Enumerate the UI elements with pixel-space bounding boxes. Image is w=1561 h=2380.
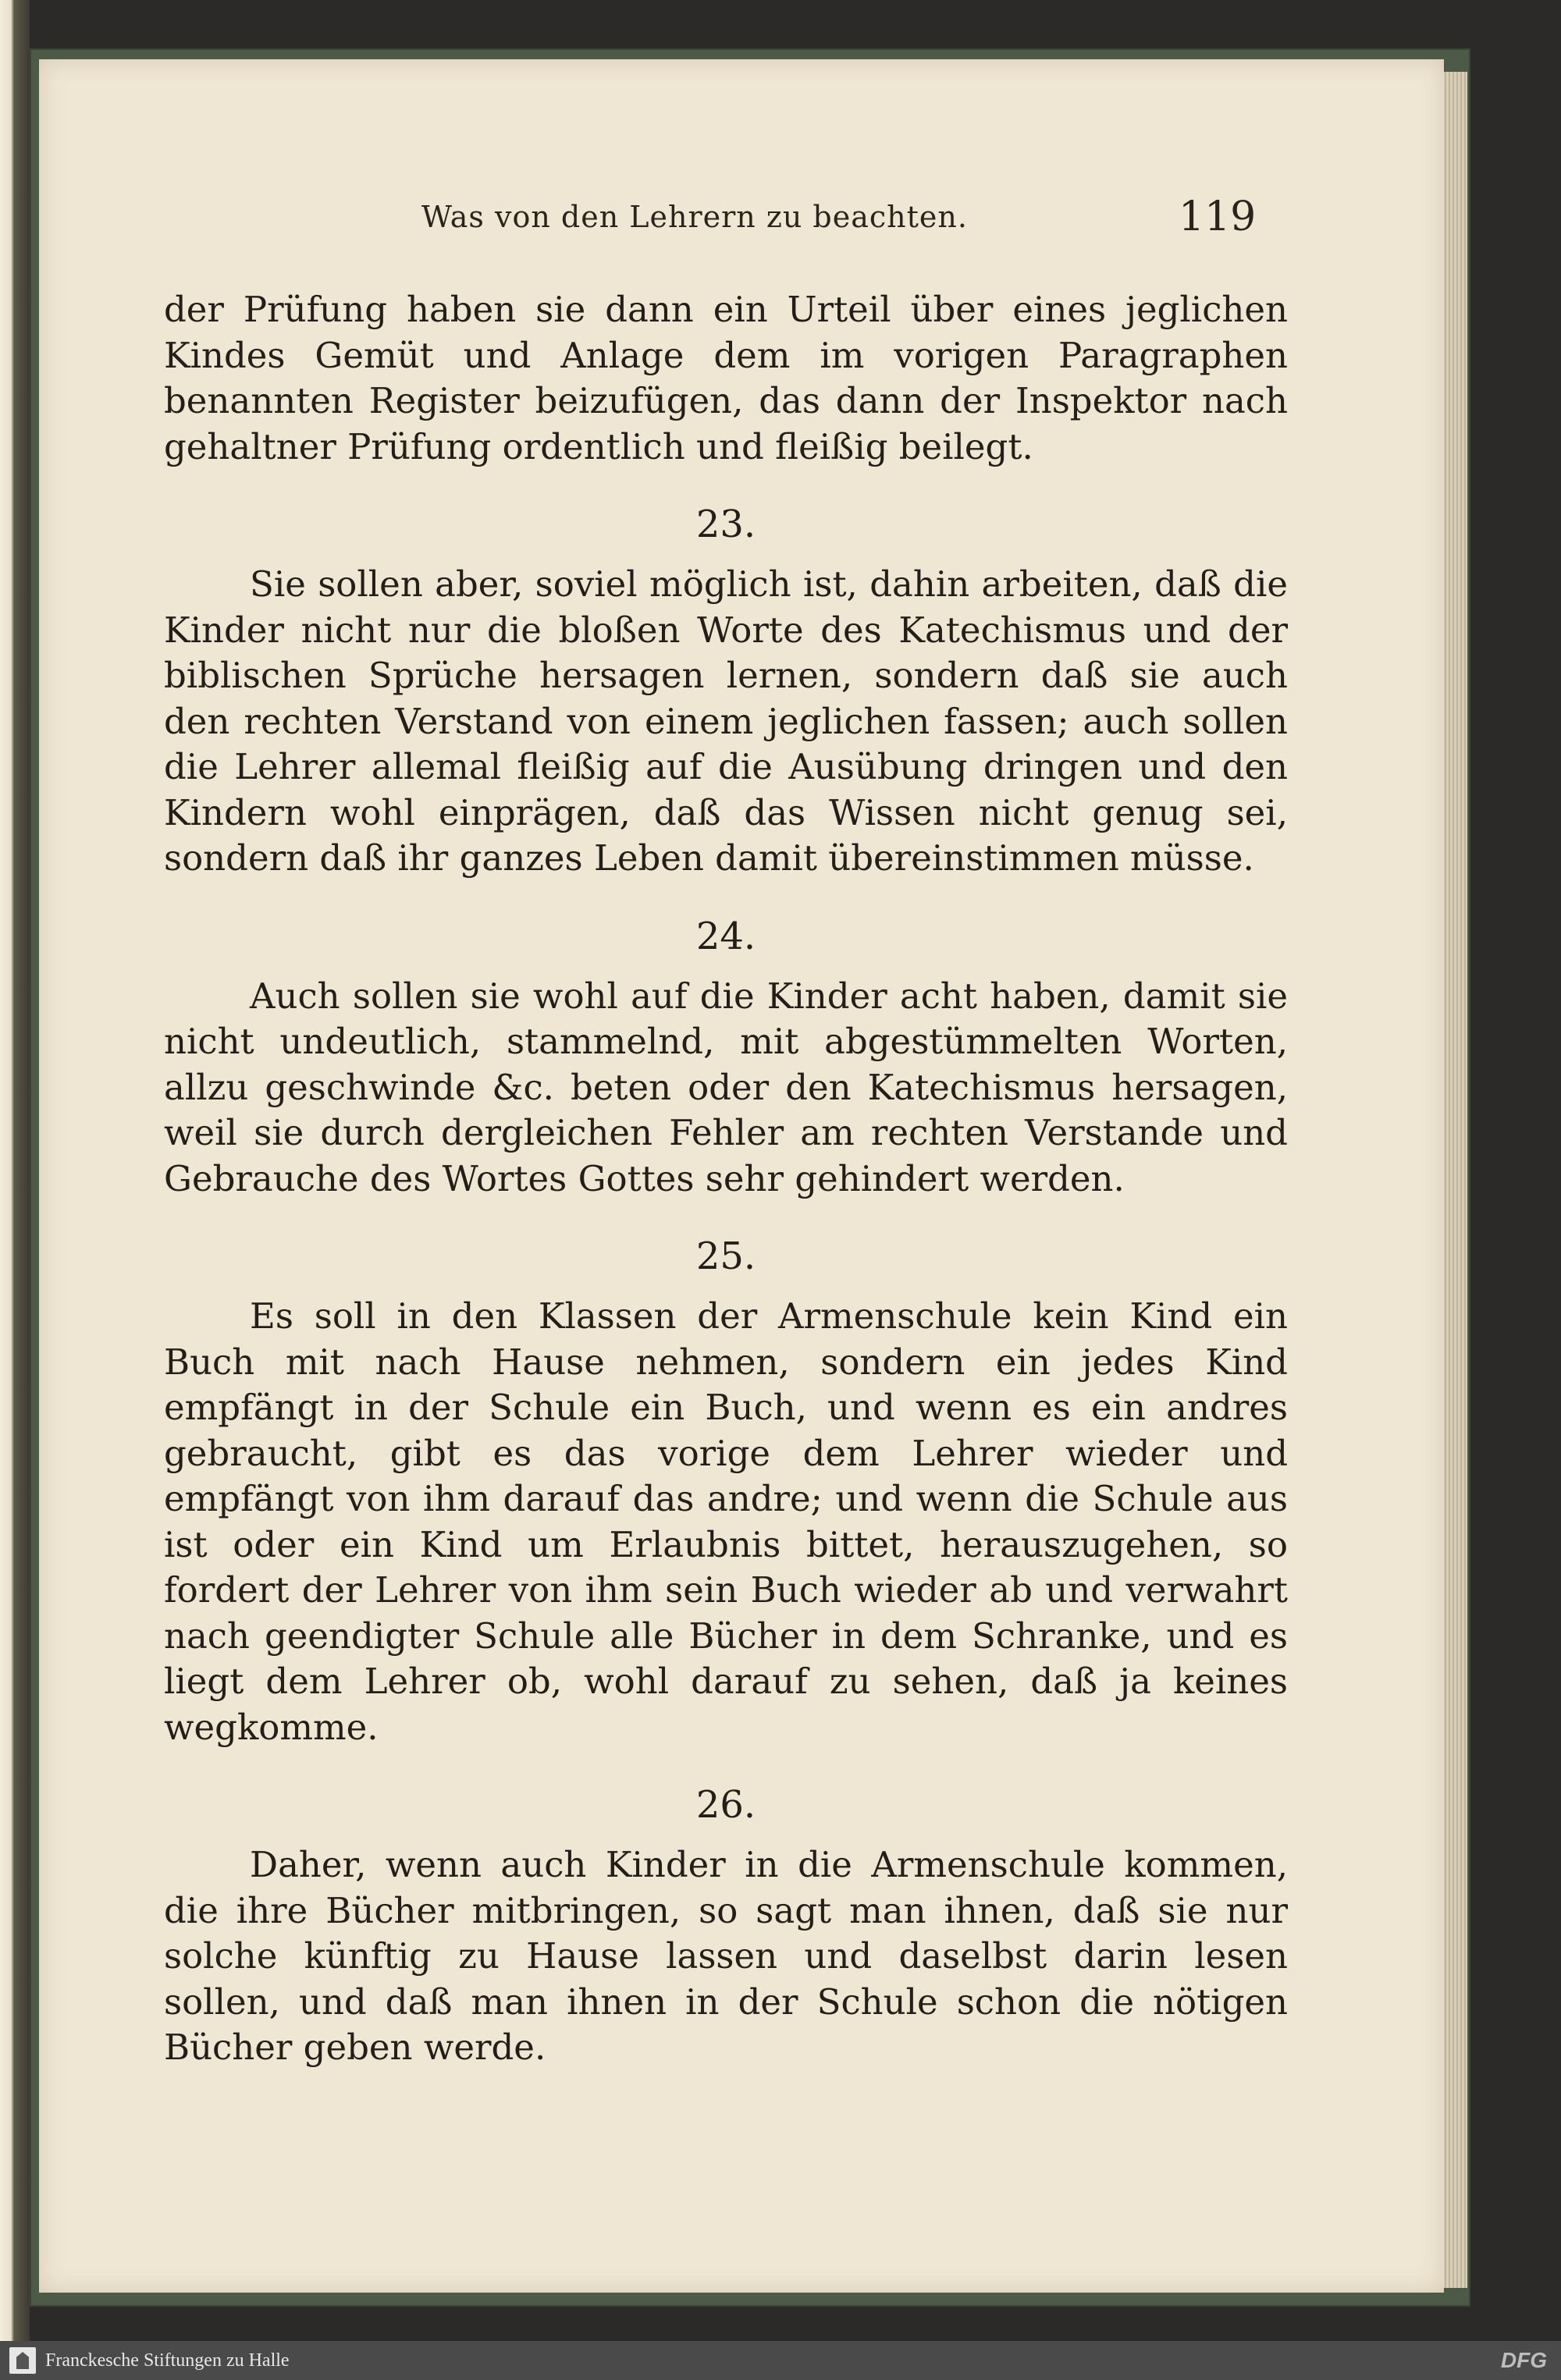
viewer-footer <box>0 2341 1561 2380</box>
section-number-25: 25. <box>695 1234 756 1278</box>
paragraph-23: Sie sollen aber, soviel möglich ist, dahin arbeiten, daß die Kinder nicht nur die bloßen Worte des Katechismus und der biblischen Sprüche hersagen lernen, sondern daß sie auch den rechten Verstand von einem jeglichen fassen; auch sollen die Lehrer allemal fleißig auf die Ausübung dringen und den Kindern wohl einprägen, daß das Wissen nicht genug sei, sondern daß ihr ganzes Leben damit übereinstimmen müsse. <box>164 563 1288 879</box>
paragraph-continuation: der Prüfung haben sie dann ein Urteil über eines jeglichen Kindes Gemüt und Anlage dem im vorigen Paragraphen benannten Register beizufügen, das dann der Inspektor nach gehaltner Prüfung ordentlich und fleißig beilegt. <box>164 289 1288 467</box>
institution-logo-icon <box>9 2347 36 2374</box>
book-page <box>39 59 1444 2293</box>
section-number-24: 24. <box>695 914 756 958</box>
section-number-23: 23. <box>695 503 756 546</box>
running-head <box>39 194 1444 259</box>
body-text <box>164 287 1288 2071</box>
dfg-logo: DFG <box>1500 2348 1547 2372</box>
adjacent-page-edge <box>0 0 30 2341</box>
section-number-26: 26. <box>695 1783 756 1827</box>
page-number: 119 <box>1179 194 1257 240</box>
paragraph-25: Es soll in den Klassen der Armenschule kein Kind ein Buch mit nach Hause nehmen, sondern ein jedes Kind empfängt in der Schule ein Buch, und wenn es ein andres gebraucht, gibt es das vorige dem Lehrer wieder und empfängt von ihm darauf das andre; und wenn die Schule aus ist oder ein Kind um Erlaubnis bittet, herauszugehen, so fordert der Lehrer von ihm sein Buch wieder ab und verwahrt nach geendigter Schule alle Bücher in dem Schranke, und es liegt dem Lehrer ob, wohl darauf zu sehen, daß ja keines wegkomme. <box>164 1295 1288 1748</box>
running-title: Was von den Lehrern zu beachten. <box>421 200 968 234</box>
paragraph-26: Daher, wenn auch Kinder in die Armenschule kommen, die ihre Bücher mitbringen, so sagt man ihnen, daß sie nur solche künftig zu Hause lassen und daselbst darin lesen sollen, und daß man ihnen in der Schule schon die nötigen Bücher geben werde. <box>164 1844 1288 2068</box>
page-stack-edge <box>1442 72 1467 2288</box>
paragraph-24: Auch sollen sie wohl auf die Kinder acht haben, damit sie nicht undeutlich, stammelnd, mit abgestümmelten Worten, allzu geschwinde &c. beten oder den Katechismus hersagen, weil sie durch dergleichen Fehler am rechten Verstande und Gebrauche des Wortes Gottes sehr gehindert werden. <box>164 975 1288 1199</box>
institution-name: Franckesche Stiftungen zu Halle <box>45 2350 290 2371</box>
